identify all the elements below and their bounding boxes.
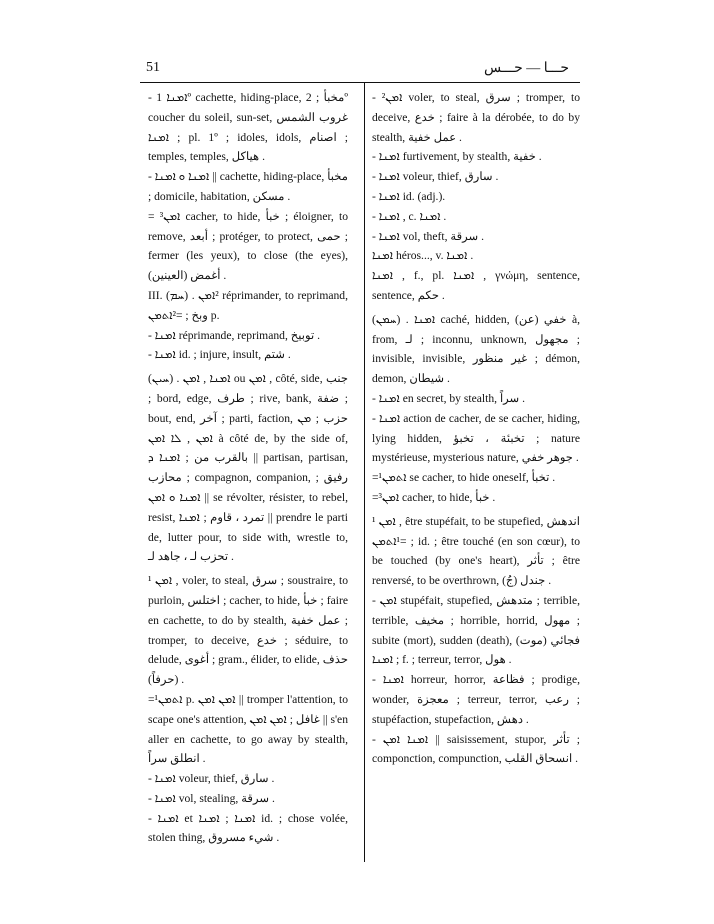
dictionary-entry: = ³ܐܡܢ cacher, to hide, خبأ ; éloigner, to remove, أبعد ; protéger, to protect, حمى ; fermer (les yeux), to close (the eyes), أغمض (العينين) . bbox=[148, 209, 348, 283]
dictionary-entry: - ܐܡܢܐ et ܐܡܢܐ ; ܐܡܢܐ id. ; chose volée, stolen thing, شيء مسروق . bbox=[148, 811, 348, 845]
dictionary-entry: - ܐܡܢܐ furtivement, by stealth, خفية . bbox=[372, 150, 542, 164]
page-number: 51 bbox=[146, 60, 160, 75]
dictionary-entry: (ܚܝܢ) . ܐܡܢܐ , ܐܡܢ ou ܐܡܢ , côté, side, جنب ; bord, edge, طرف ; rive, bank, ضفة ; bout, end, آخر ; parti, faction, حزب ; ܡܢ ܐܡܢ , ܠܐ ܐܡܢ à côté de, by the side of, بالقرب من ; ܐܡܢܐ ܕ || partisan, partisan, محازب ; compagnon, companion, رفيق ; ܐܡܢܐ ܘ ܐܡܢ || se révolter, résister, to rebel, resist, تمرد ، قاوم ; ܐܡܢܐ || prendre le parti de, lutter pour, to side with, wrestle to, تحزب لـ ، جاهد لـ . bbox=[148, 372, 349, 564]
dictionary-entry: - ܐܡܢܐ , c. ܐܡܢܐ . bbox=[372, 209, 447, 223]
dictionary-entry: - ܐܡܢܐ 1º cachette, hiding-place, مخبأ ; 2º coucher du soleil, sun-set, غروب الشمس ; ܐܡܢܐ pl. 1º ; idoles, idols, اصنام ; temples, temples, هياكل . bbox=[148, 91, 349, 164]
dictionary-entry: ܐܡܢܐ , f., pl. ܐܡܢܐ , γνώμη, sentence, sentence, حكم . bbox=[372, 269, 580, 302]
dictionary-entry: - ܐܡܢܐ ܐܡܢ || saisissement, stupor, تأثر ; componction, compunction, انسحاق القلب . bbox=[372, 732, 580, 766]
column-divider bbox=[364, 82, 365, 862]
dictionary-entry: - ܐܡܢܐ réprimande, reprimand, توبيخ . bbox=[148, 328, 320, 342]
dictionary-entry: (ܚܡܢ) . ܐܡܢܐ caché, hidden, خفي (عن) à, from, لـ ; inconnu, unknown, مجهول ; invisible, invisible, غير منظور ; démon, demon, شيطان . bbox=[372, 312, 581, 386]
dictionary-entry: - ܐܡܢܐ vol, theft, سرقة . bbox=[372, 229, 485, 243]
dictionary-entry: - ܐܡܢܐ horreur, horror, فظاعة ; prodige, wonder, معجزة ; terreur, terror, رعب ; stupéfaction, stupefaction, دهش . bbox=[372, 673, 581, 726]
dictionary-entry: - ܐܡܢ stupéfait, stupefied, متدهش ; terrible, terrible, مخيف ; horrible, horrid, مهول ; subite (mort), sudden (death), فجائي (موت) ; ܐܡܢܐ f. ; terreur, terror, هول . bbox=[372, 593, 580, 667]
dictionary-entry: - ܐܡܢܐ voleur, thief, سارق . bbox=[148, 772, 275, 786]
dictionary-entry: - ܐܡܢܐ vol, stealing, سرقة . bbox=[148, 791, 275, 805]
dictionary-entry: =¹ܐܬܡܢ p. ܐܡܢ ܐܡܢ || tromper l'attention, to scape one's attention, غافل ; ܐܡܢ ܐܡܢ || s'en aller en cachette, to go away by stealth, انطلق سراً . bbox=[148, 692, 349, 766]
dictionary-entry: ܐܡܢܐ héros..., v. ܐܡܢܐ . bbox=[372, 249, 474, 263]
dictionary-entry: - ܐܡܢܐ action de cacher, de se cacher, hiding, lying hidden, تخبئة ، تخبؤ ; nature mystérieuse, mysterious nature, جوهر خفي . bbox=[372, 411, 580, 465]
header-rule bbox=[140, 82, 580, 83]
dictionary-entry: - ܐܡܢܐ voleur, thief, سارق . bbox=[372, 170, 499, 184]
dictionary-entry: ¹ ܐܡܢ , être stupéfait, to be stupefied, اندهش ; =¹ܐܬܡܢ id. ; être touché (en son cœur), to be touched (by one's heart), تأثر ; être renversé, to be overthrown, جندل (جُ) . bbox=[372, 514, 580, 588]
dictionary-entry: =³ܐܡܢ cacher, to hide, خبأ . bbox=[372, 490, 496, 504]
left-column bbox=[148, 88, 348, 848]
dictionary-entry: - ²ܐܡܢ voler, to steal, سرق ; tromper, to deceive, خدع ; faire à la dérobée, to do by stealth, عمل خفية . bbox=[372, 91, 580, 144]
dictionary-entry: - ܐܡܢܐ en secret, by stealth, سراً . bbox=[372, 391, 526, 405]
running-head: حـــا — حـــس bbox=[484, 61, 570, 76]
dictionary-entry: ¹ ܐܡܢ , voler, to steal, سرق ; soustraire, to purloin, اختلس ; cacher, to hide, خبأ ; faire en cachette, to do by stealth, عمل خفية ; tromper, to deceive, خدع ; séduire, to delude, أغوى ; gram., élider, to elide, حذف (حرفاً) . bbox=[148, 574, 349, 687]
dictionary-entry: - ܐܡܢܐ ܘ ܐܡܢܐ || cachette, hiding-place, مخبأ ; domicile, habitation, مسكن . bbox=[148, 170, 348, 203]
right-column bbox=[372, 88, 580, 769]
dictionary-entry: - ܐܡܢܐ id. ; injure, insult, شتم . bbox=[148, 348, 291, 362]
dictionary-entry: III. (ܚܡ) . ²ܐܡܢ réprimander, to reprimand, وبخ ; =²ܐܬܡܢ p. bbox=[148, 288, 349, 322]
dictionary-entry: - ܐܡܢܐ id. (adj.). bbox=[372, 189, 446, 203]
dictionary-entry: =¹ܐܬܡܢ se cacher, to hide oneself, تخبأ . bbox=[372, 471, 556, 485]
